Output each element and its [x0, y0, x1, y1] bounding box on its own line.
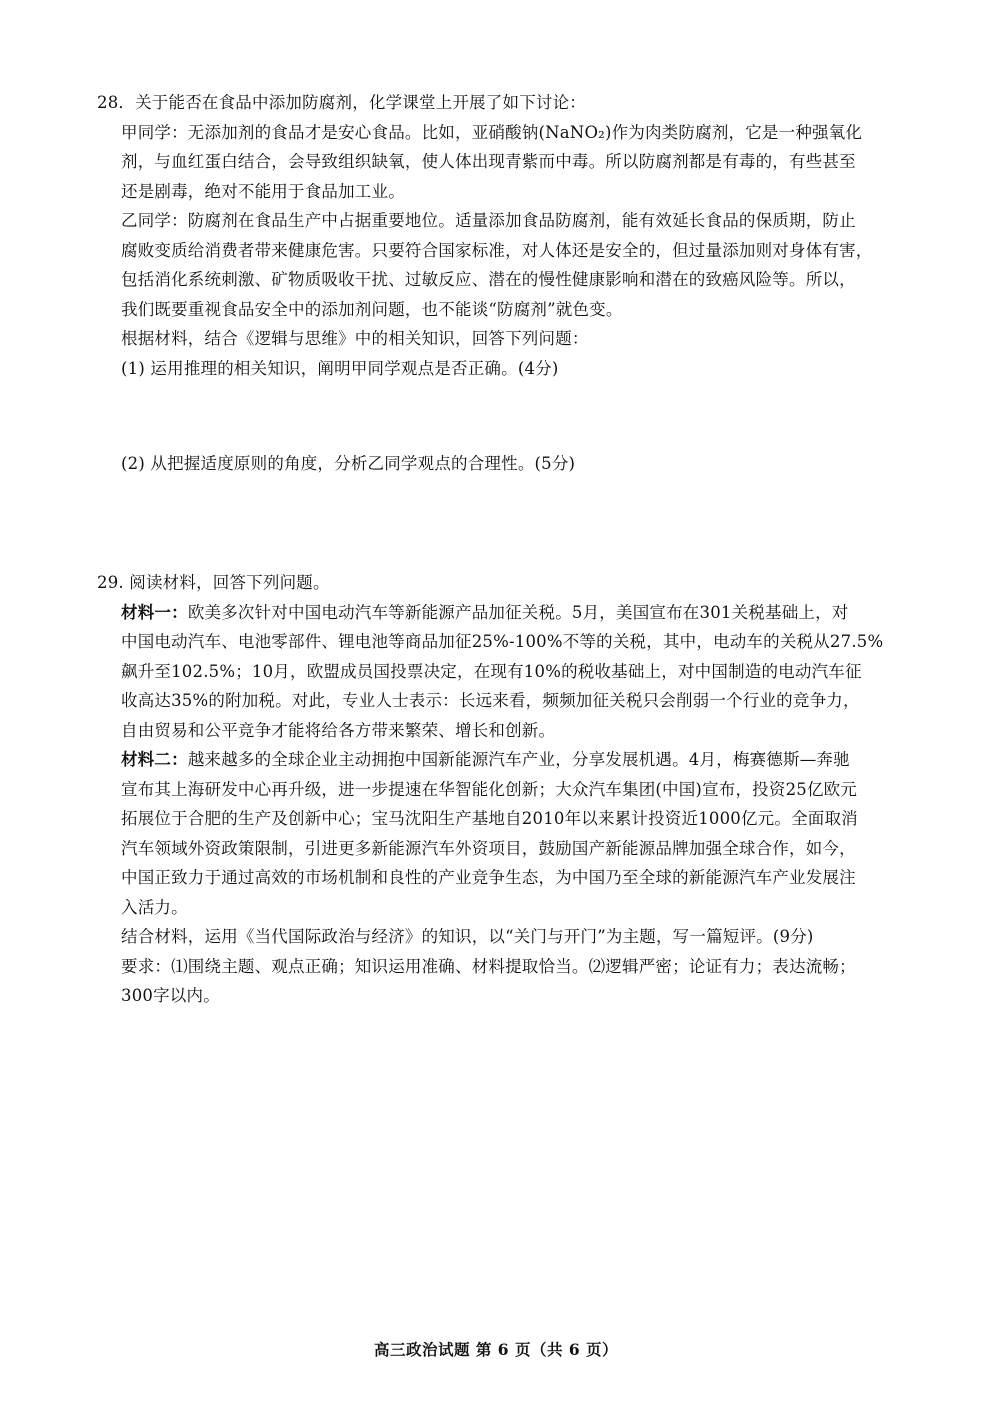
q28-yi-line: 我们既要重视食品安全中的添加剂问题，也不能谈“防腐剂”就色变。	[121, 299, 623, 319]
q29-material-1-line: 自由贸易和公平竞争才能将给各方带来繁荣、增长和创新。	[121, 720, 556, 740]
q29-material-2-line: 中国正致力于通过高效的市场机制和良性的产业竞争生态，为中国乃至全球的新能源汽车产业发展注	[121, 868, 856, 887]
q28-yi-line: 乙同学：防腐剂在食品生产中占据重要地位。适量添加食品防腐剂，能有效延长食品的保质期，防止	[121, 211, 856, 230]
q29-material-2-line: 宣布其上海研发中心再升级，进一步提速在华智能化创新；大众汽车集团(中国)宣布，投资25亿欧元	[121, 779, 858, 799]
q29-material-2-line: 材料二：越来越多的全球企业主动拥抱中国新能源汽车产业，分享发展机遇。4月，梅赛德斯—奔驰	[121, 750, 850, 769]
q28-stem: 28．关于能否在食品中添加防腐剂，化学课堂上开展了如下讨论：	[97, 93, 586, 112]
q29-requirement-line: 300字以内。	[121, 986, 220, 1005]
q28-yi-paragraph	[97, 206, 927, 479]
question-29	[97, 568, 927, 1011]
q28-jia-line: 甲同学：无添加剂的食品才是安心食品。比如，亚硝酸钠(NaNO₂)作为肉类防腐剂，它是一种强氧化	[121, 122, 863, 142]
q29-body	[97, 598, 927, 1011]
q29-material-2-line: 汽车领域外资政策限制，引进更多新能源汽车外资项目，鼓励国产新能源品牌加强全球合作，如今，	[121, 838, 856, 858]
material-2-label: 材料二：	[121, 750, 188, 769]
q29-material-1-line: 收高达35%的附加税。对此，专业人士表示：长远来看，频频加征关税只会削弱一个行业的竞争力，	[121, 691, 860, 710]
q28-yi-line: 包括消化系统刺激、矿物质吸收干扰、过敏反应、潜在的慢性健康影响和潜在的致癌风险等。所以，	[121, 270, 856, 289]
q28-subquestion-2: (2) 从把握适度原则的角度，分析乙同学观点的合理性。(5分)	[121, 454, 576, 473]
q29-material-2-line: 入活力。	[121, 897, 188, 917]
q29-stem: 29. 阅读材料，回答下列问题。	[97, 573, 330, 592]
answer-space-1	[121, 383, 927, 449]
question-28	[97, 88, 927, 479]
q29-material-1-line: 中国电动汽车、电池零部件、锂电池等商品加征25%-100%不等的关税，其中，电动车的关税从27.5%	[121, 632, 884, 651]
q29-material-2-line: 拓展位于合肥的生产及创新中心；宝马沈阳生产基地自2010年以来累计投资近1000亿元。全面取消	[121, 809, 858, 828]
page-footer: 高三政治试题 第 6 页（共 6 页）	[373, 1340, 619, 1359]
q28-instruction: 根据材料，结合《逻辑与思维》中的相关知识，回答下列问题：	[121, 329, 589, 348]
q28-jia-line: 剂，与血红蛋白结合，会导致组织缺氧，使人体出现青紫而中毒。所以防腐剂都是有毒的，有些甚至	[121, 152, 856, 171]
q29-requirement-line: 要求：⑴围绕主题、观点正确；知识运用准确、材料提取恰当。⑵逻辑严密；论证有力；表达流畅；	[121, 956, 856, 976]
q29-material-1-line: 材料一：欧美多次针对中国电动汽车等新能源产品加征关税。5月，美国宣布在301关税基础上，对	[121, 602, 849, 622]
q29-material-1-line: 飙升至102.5%；10月，欧盟成员国投票决定，在现有10%的税收基础上，对中国制造的电动汽车征	[121, 661, 862, 681]
q28-yi-line: 腐败变质给消费者带来健康危害。只要符合国家标准，对人体还是安全的，但过量添加则对身体有害，	[121, 240, 873, 260]
q28-subquestion-1: (1) 运用推理的相关知识，阐明甲同学观点是否正确。(4分)	[121, 358, 559, 378]
material-1-label: 材料一：	[121, 602, 188, 622]
q28-jia-line: 还是剧毒，绝对不能用于食品加工业。	[121, 181, 405, 201]
q28-jia-paragraph	[97, 118, 927, 207]
q29-task: 结合材料，运用《当代国际政治与经济》的知识，以“关门与开门”为主题，写一篇短评。(9分)	[121, 927, 814, 946]
